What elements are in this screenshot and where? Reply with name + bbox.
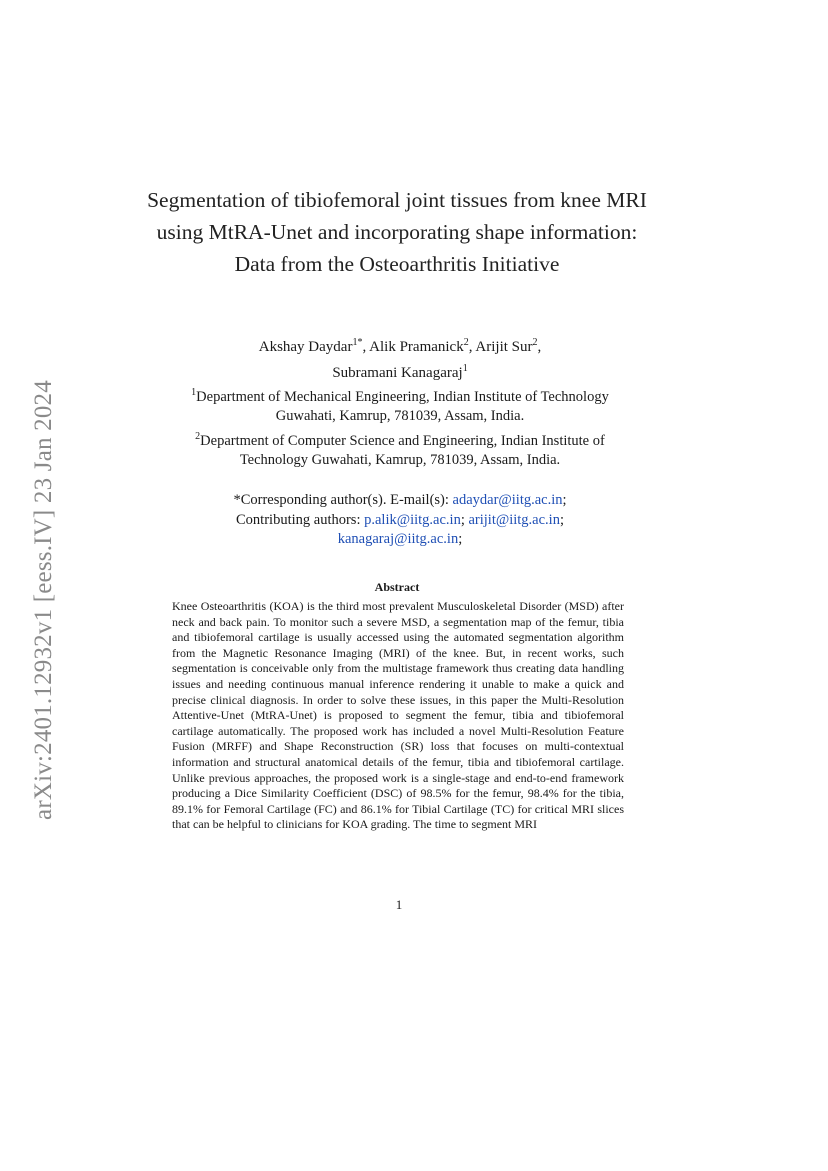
affiliation-mark: 1: [191, 387, 197, 398]
correspondence-block: [155, 491, 645, 550]
punctuation: ;: [460, 511, 469, 528]
abstract-text: Knee Osteoarthritis (KOA) is the third most prevalent Musculoskeletal Disorder (MSD) after neck and back pain. To monitor such a severe MSD, a segmentation map of the femur, tibia and tibiofemoral cartilage is usually accessed using the automated segmentation algorithm from the Magnetic Resonance Imaging (MRI) of the knee. But, in recent works, such segmentation is conceivable only from the multistage framework thus creating data handling issues and needing continuous manual inference rendering it unable to make a quick and precise clinical diagnosis. In order to solve these issues, in this paper the Multi-Resolution Attentive-Unet (MtRA-Unet) is proposed to segment the femur, tibia and tibiofemoral cartilage automatically. The proposed work has included a novel Multi-Resolution Feature Fusion (MRFF) and Shape Reconstruction (SR) loss that focuses on multi-contextual information and structural anatomical details of the femur, tibia and tibiofemoral cartilage. Unlike previous approaches, the proposed work is a single-stage and end-to-end framework producing a Dice Similarity Coefficient (DSC) of 98.5% for the femur, 98.4% for the tibia, 89.1% for Femoral Cartilage (FC) and 86.1% for Tibial Cartilage (TC) for critical MRI slices that can be helpful to clinicians for KOA grading. The time to segment MRI: [172, 599, 624, 832]
author-affiliation-mark: 1: [462, 363, 468, 374]
abstract-heading: Abstract: [374, 580, 420, 594]
contributing-authors-line: [155, 511, 645, 531]
affiliation-mark: 2: [195, 430, 201, 442]
corresponding-label: *Corresponding author(s). E-mail(s):: [233, 492, 453, 508]
affiliation-list: [155, 383, 645, 471]
punctuation: ;: [458, 531, 463, 547]
affiliation-text: Department of Computer Science and Engineering, Indian Institute of: [200, 432, 605, 449]
contributor-email-link[interactable]: kanagaraj@iitg.ac.in: [337, 531, 459, 547]
author-name: Alik Pramanick: [369, 339, 464, 355]
page-number: 1: [395, 897, 403, 912]
contributor-email-link[interactable]: arijit@iitg.ac.in: [468, 511, 560, 528]
contributing-label: Contributing authors:: [236, 511, 365, 528]
author-name: Arijit Sur: [475, 339, 533, 355]
paper-title: Segmentation of tibiofemoral joint tissues from knee MRI using MtRA-Unet and incorporating shape information: Data from the Osteoarthritis Initiative: [147, 188, 647, 276]
punctuation: ;: [562, 492, 567, 508]
affiliation-text: Department of Mechanical Engineering, Indian Institute of Technology: [196, 388, 609, 405]
arxiv-identifier-stamp: [20, 330, 68, 870]
author-separator: ,: [468, 339, 476, 355]
contributor-email-link[interactable]: p.alik@iitg.ac.in: [364, 511, 461, 528]
affiliation-1: [155, 383, 645, 407]
author-name: Subramani Kanagaraj: [332, 365, 463, 381]
arxiv-identifier-text: arXiv:2401.12932v1 [eess.IV] 23 Jan 2024: [30, 380, 57, 820]
author-affiliation-mark: 1*: [352, 337, 363, 348]
author-separator: ,: [537, 339, 542, 355]
contributing-authors-line-cont: [155, 530, 645, 550]
author-separator: ,: [362, 339, 370, 355]
corresponding-email-link[interactable]: adaydar@iitg.ac.in: [452, 492, 563, 508]
author-affiliation-mark: 2: [463, 337, 469, 348]
corresponding-author-line: [155, 491, 645, 511]
affiliation-2: [155, 427, 645, 451]
author-affiliation-mark: 2: [532, 337, 538, 348]
affiliation-1-cont: Guwahati, Kamrup, 781039, Assam, India.: [275, 408, 525, 425]
author-name: Akshay Daydar: [258, 339, 353, 355]
affiliation-2-cont: Technology Guwahati, Kamrup, 781039, Assam, India.: [239, 452, 561, 469]
author-list: [160, 332, 640, 384]
punctuation: ;: [559, 511, 564, 528]
